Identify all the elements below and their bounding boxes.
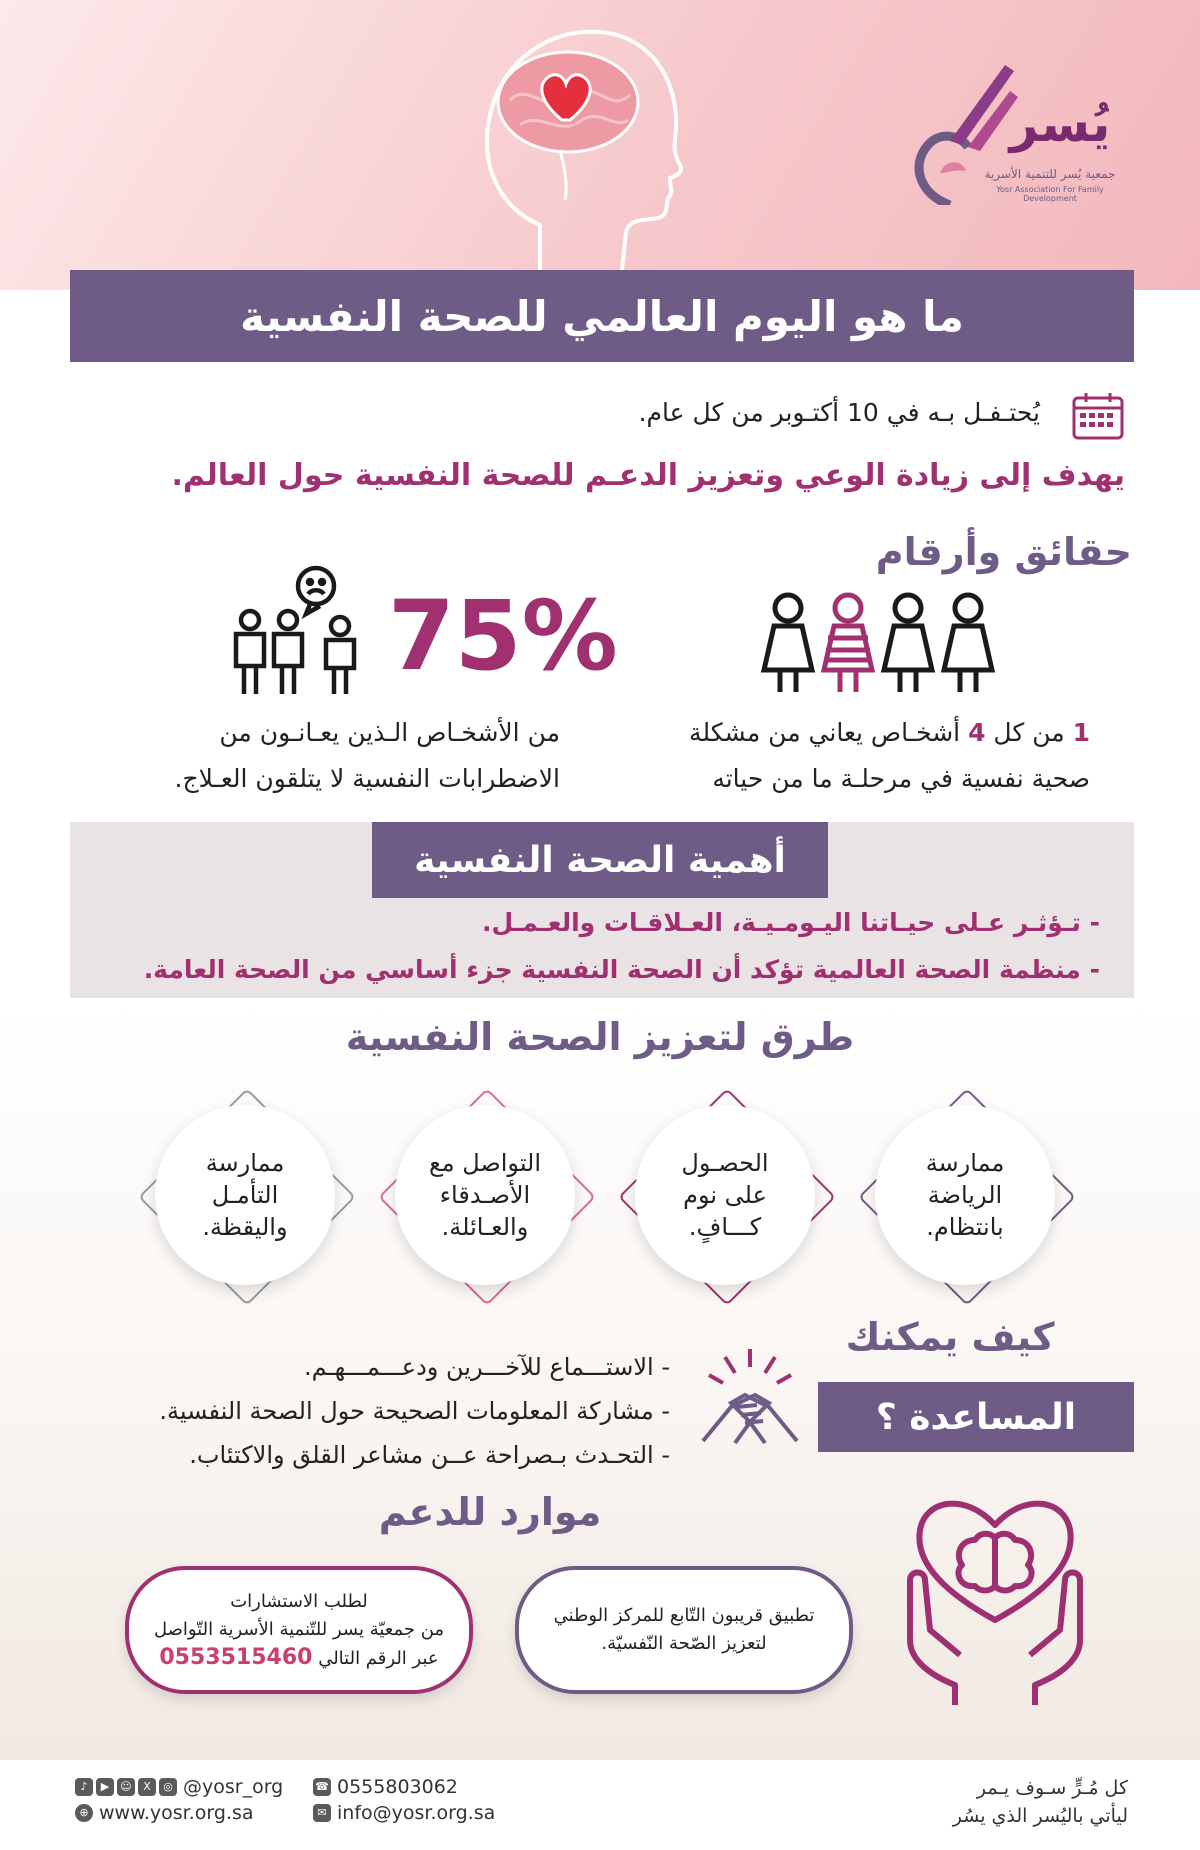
importance-item: - منظمة الصحة العالمية تؤكد أن الصحة النفسية جزء أساسي من الصحة العامة.: [143, 955, 1100, 984]
brain-icon: [958, 1534, 1031, 1591]
resource-app-card: [515, 1566, 853, 1694]
resource-consult-line: عبر الرقم التالي 0553515460: [159, 1644, 439, 1670]
page-title-bar: [70, 270, 1134, 362]
facts-heading: حقائق وأرقام: [875, 530, 1132, 574]
intro-date-line: يُحتـفـل بـه في 10 أكتـوبر من كل عام.: [638, 398, 1040, 427]
consult-phone: 0553515460: [159, 1644, 313, 1670]
email-row: [310, 1802, 495, 1824]
fact-one-in-four: 1 من كل 4 أشخـاص يعاني من مشكلة صحية نفسية في مرحلـة ما من حياته: [689, 718, 1090, 793]
brand-logo: [910, 55, 1130, 205]
footer-slogan: كل مُـرٍّ سـوف يـمر ليأتي باليُسر الذي يسُر: [952, 1777, 1128, 1827]
hands-heart-brain-icon: [880, 1480, 1110, 1710]
website-row: [72, 1802, 254, 1824]
person-icon: [326, 617, 354, 694]
website-link[interactable]: www.yosr.org.sa: [99, 1802, 254, 1824]
resources-heading: موارد للدعم: [378, 1490, 602, 1534]
phone-row: [310, 1776, 458, 1798]
help-title-line1: كيف يمكنك: [845, 1315, 1055, 1359]
brain-icon: [498, 52, 638, 200]
instagram-icon[interactable]: ◎: [159, 1778, 177, 1796]
four-people-icon: [760, 590, 1000, 695]
snapchat-icon[interactable]: ☺: [117, 1778, 135, 1796]
help-title-box: [818, 1382, 1134, 1452]
logo-subtitle: جمعية يُسر للتنمية الأسرية: [984, 167, 1116, 181]
globe-icon: ⊕: [75, 1804, 93, 1822]
person-icon: [764, 595, 812, 692]
help-item: - التحـدث بـصراحة عــن مشاعر القلق والاكتئاب.: [189, 1441, 670, 1469]
tiktok-icon[interactable]: ♪: [75, 1778, 93, 1796]
footer-phone[interactable]: 0555803062: [337, 1776, 458, 1798]
youtube-icon[interactable]: ▶: [96, 1778, 114, 1796]
way-tile-social: [375, 1085, 595, 1305]
logo-name: يُسر: [1009, 95, 1111, 153]
importance-title-bar: [372, 822, 828, 898]
social-row: [72, 1776, 283, 1798]
highlighted-person-icon: [824, 595, 872, 692]
footer-email[interactable]: info@yosr.org.sa: [337, 1802, 496, 1824]
help-item: - مشاركة المعلومات الصحيحة حول الصحة النفسية.: [159, 1397, 670, 1425]
way-tile-exercise: [855, 1085, 1075, 1305]
resource-app-line: لتعزيز الصّحة النّفسيّة.: [601, 1633, 767, 1654]
importance-item: - تـؤثـر عـلى حيـاتنا اليـومـيـة، العـلاقـات والعـمـل.: [481, 908, 1100, 937]
person-icon: [944, 595, 992, 692]
way-tile-label: التواصل مع الأصـدقاء والعـائلة.: [428, 1149, 542, 1241]
person-icon: [236, 611, 264, 694]
fact-75-percent: من الأشخـاص الـذين يعـانـون من الاضطرابات النفسية لا يتلقون العـلاج.: [174, 718, 560, 793]
handshake-icon: [695, 1345, 805, 1455]
stat-75-percent: 75%: [388, 580, 618, 692]
sad-group-icon: [228, 562, 368, 697]
way-tile-label: ممارسة الرياضة بانتظام.: [925, 1149, 1005, 1241]
resource-consult-card: [125, 1566, 473, 1694]
help-list: [110, 1345, 670, 1477]
way-tile-label: الحصـول على نوم كـــافٍ.: [681, 1149, 769, 1241]
way-tile-meditation: [135, 1085, 355, 1305]
person-icon: [274, 611, 302, 694]
calendar-icon: [1072, 392, 1124, 440]
resource-consult-line: لطلب الاستشارات: [230, 1590, 368, 1612]
resource-consult-line: من جمعيّة يسر للتّنمية الأسرية التّواصل: [153, 1618, 445, 1640]
ways-heading: طرق لتعزيز الصحة النفسية: [345, 1015, 855, 1059]
help-item: - الاستـــماع للآخـــرين ودعـــمـــهـم.: [304, 1353, 670, 1381]
page-title: ما هو اليوم العالمي للصحة النفسية: [240, 291, 964, 341]
phone-icon: ☎: [313, 1778, 331, 1796]
way-tile-label: ممارسة التأمـل واليقظة.: [202, 1149, 288, 1241]
resource-app-line: تطبيق قريبون التّابع للمركز الوطني: [553, 1605, 815, 1626]
intro-aim-line: يهدف إلى زيادة الوعي وتعزيز الدعـم للصحة النفسية حول العالم.: [171, 458, 1125, 493]
social-handle[interactable]: @yosr_org: [183, 1776, 284, 1798]
person-icon: [884, 595, 932, 692]
email-icon: ✉: [313, 1804, 331, 1822]
logo-subtitle-en: Yosr Association For Family Development: [996, 185, 1104, 203]
help-title-line2: المساعدة ؟: [875, 1396, 1077, 1438]
sad-face-icon: [308, 590, 324, 594]
head-brain-illustration: [470, 20, 690, 275]
x-icon[interactable]: X: [138, 1778, 156, 1796]
way-tile-sleep: [615, 1085, 835, 1305]
importance-title: أهمية الصحة النفسية: [414, 839, 786, 881]
